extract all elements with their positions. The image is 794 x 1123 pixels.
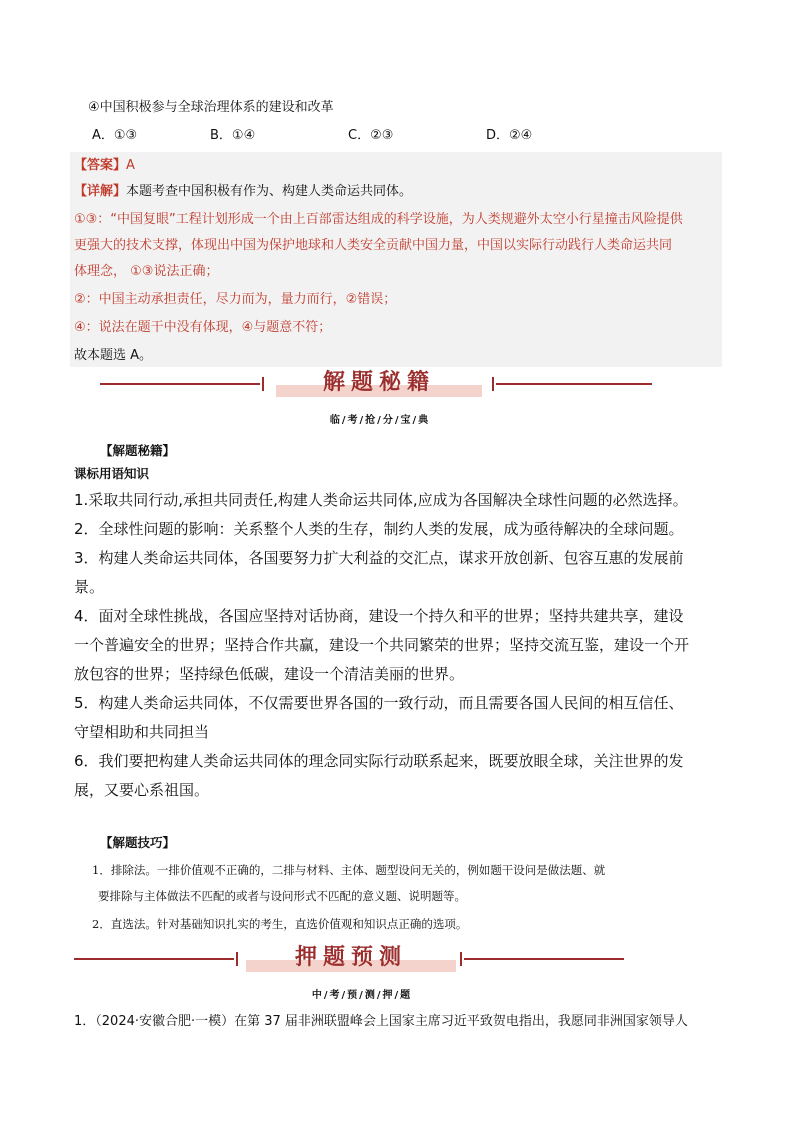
section-banner-secrets: [100, 369, 656, 399]
tips-label: 【解题技巧】: [100, 835, 176, 850]
tip-2: 2．直选法。针对基础知识扎实的考生，直选价值观和知识点正确的选项。: [92, 917, 468, 931]
answer-tag: 【答案】: [74, 158, 127, 173]
point-5-line-1: 5．构建人类命运共同体，不仅需要世界各国的一致行动，而且需要各国人民间的相互信任、: [74, 694, 684, 712]
section-banner-predict: [74, 944, 624, 974]
point-4-line-1: 4．面对全球性挑战，各国应坚持对话协商，建设一个持久和平的世界；坚持共建共享，建设: [74, 607, 684, 625]
option-c: C．②③: [348, 128, 394, 143]
banner-cap-right: [492, 377, 494, 391]
curriculum-terms-label: 课标用语知识: [74, 466, 150, 481]
detail-intro: 本题考查中国积极有作为、构建人类命运共同体。: [126, 184, 413, 199]
section-subtitle-secrets: 临/考/抢/分/宝/典: [329, 415, 431, 426]
point-4-line-3: 放包容的世界；坚持绿色低碳，建设一个清洁美丽的世界。: [74, 665, 465, 683]
analysis-1-line-1: ①③：“中国复眼”工程计划形成一个由上百部雷达组成的科学设施，为人类规避外太空小行星撞击风险提供: [74, 212, 683, 227]
option-b: B．①④: [210, 128, 256, 143]
analysis-2: ②：中国主动承担责任，尽力而为，量力而行，②错误；: [74, 292, 397, 307]
banner-line-left: [100, 383, 260, 385]
option-d: D．②④: [486, 128, 533, 143]
detail-tag: 【详解】: [74, 184, 127, 199]
question-item-4: ④中国积极参与全球治理体系的建设和改革: [88, 100, 334, 115]
prediction-question-1: 1．（2024·安徽合肥·一模）在第 37 届非洲联盟峰会上国家主席习近平致贺电指出，我愿同非洲国家领导人: [74, 1014, 688, 1029]
conclusion: 故本题选 A。: [74, 348, 153, 363]
analysis-1-line-3: 体理念， ①③说法正确；: [74, 264, 219, 279]
answer-line: [74, 154, 135, 173]
section-title-secrets: 解题秘籍: [322, 370, 435, 395]
point-6-line-2: 展，又要心系祖国。: [74, 781, 210, 799]
option-a: A．①③: [92, 128, 138, 143]
point-4-line-2: 一个普遍安全的世界；坚持合作共赢，建设一个共同繁荣的世界；坚持交流互鉴，建设一个开: [74, 636, 690, 654]
banner-line-left: [74, 958, 234, 960]
point-3-line-2: 景。: [74, 578, 105, 596]
detail-line: [74, 180, 412, 199]
banner-cap-left: [236, 952, 238, 966]
point-5-line-2: 守望相助和共同担当: [74, 723, 210, 741]
point-2: 2．全球性问题的影响：关系整个人类的生存，制约人类的发展，成为亟待解决的全球问题。: [74, 520, 684, 538]
section-title-predict: 押题预测: [294, 945, 407, 970]
tip-1-line-2: 要排除与主体做法不匹配的或者与设问形式不匹配的意义题、说明题等。: [98, 889, 466, 903]
analysis-3: ④：说法在题干中没有体现，④与题意不符；: [74, 320, 332, 335]
analysis-1-line-2: 更强大的技术支撑，体现出中国为保护地球和人类安全贡献中国力量，中国以实际行动践行人类命运共同: [74, 238, 673, 253]
point-3-line-1: 3．构建人类命运共同体，各国要努力扩大利益的交汇点，谋求开放创新、包容互惠的发展前: [74, 549, 684, 567]
secrets-label: 【解题秘籍】: [100, 443, 176, 458]
knowledge-points: [74, 486, 726, 805]
point-1: 1.采取共同行动,承担共同责任,构建人类命运共同体,应成为各国解决全球性问题的必然选择。: [74, 491, 688, 509]
section-subtitle-predict: 中/考/预/测/押/题: [311, 990, 413, 1001]
banner-line-right: [496, 383, 652, 385]
banner-line-right: [464, 958, 624, 960]
banner-cap-left: [262, 377, 264, 391]
answer-explanation-box: [70, 152, 722, 367]
answer-value: A: [126, 158, 135, 173]
tip-1-line-1: 1．排除法。一排价值观不正确的，二排与材料、主体、题型设问无关的，例如题干设问是做法题、就: [92, 863, 606, 877]
point-6-line-1: 6．我们要把构建人类命运共同体的理念同实际行动联系起来，既要放眼全球，关注世界的发: [74, 752, 684, 770]
banner-cap-right: [460, 952, 462, 966]
